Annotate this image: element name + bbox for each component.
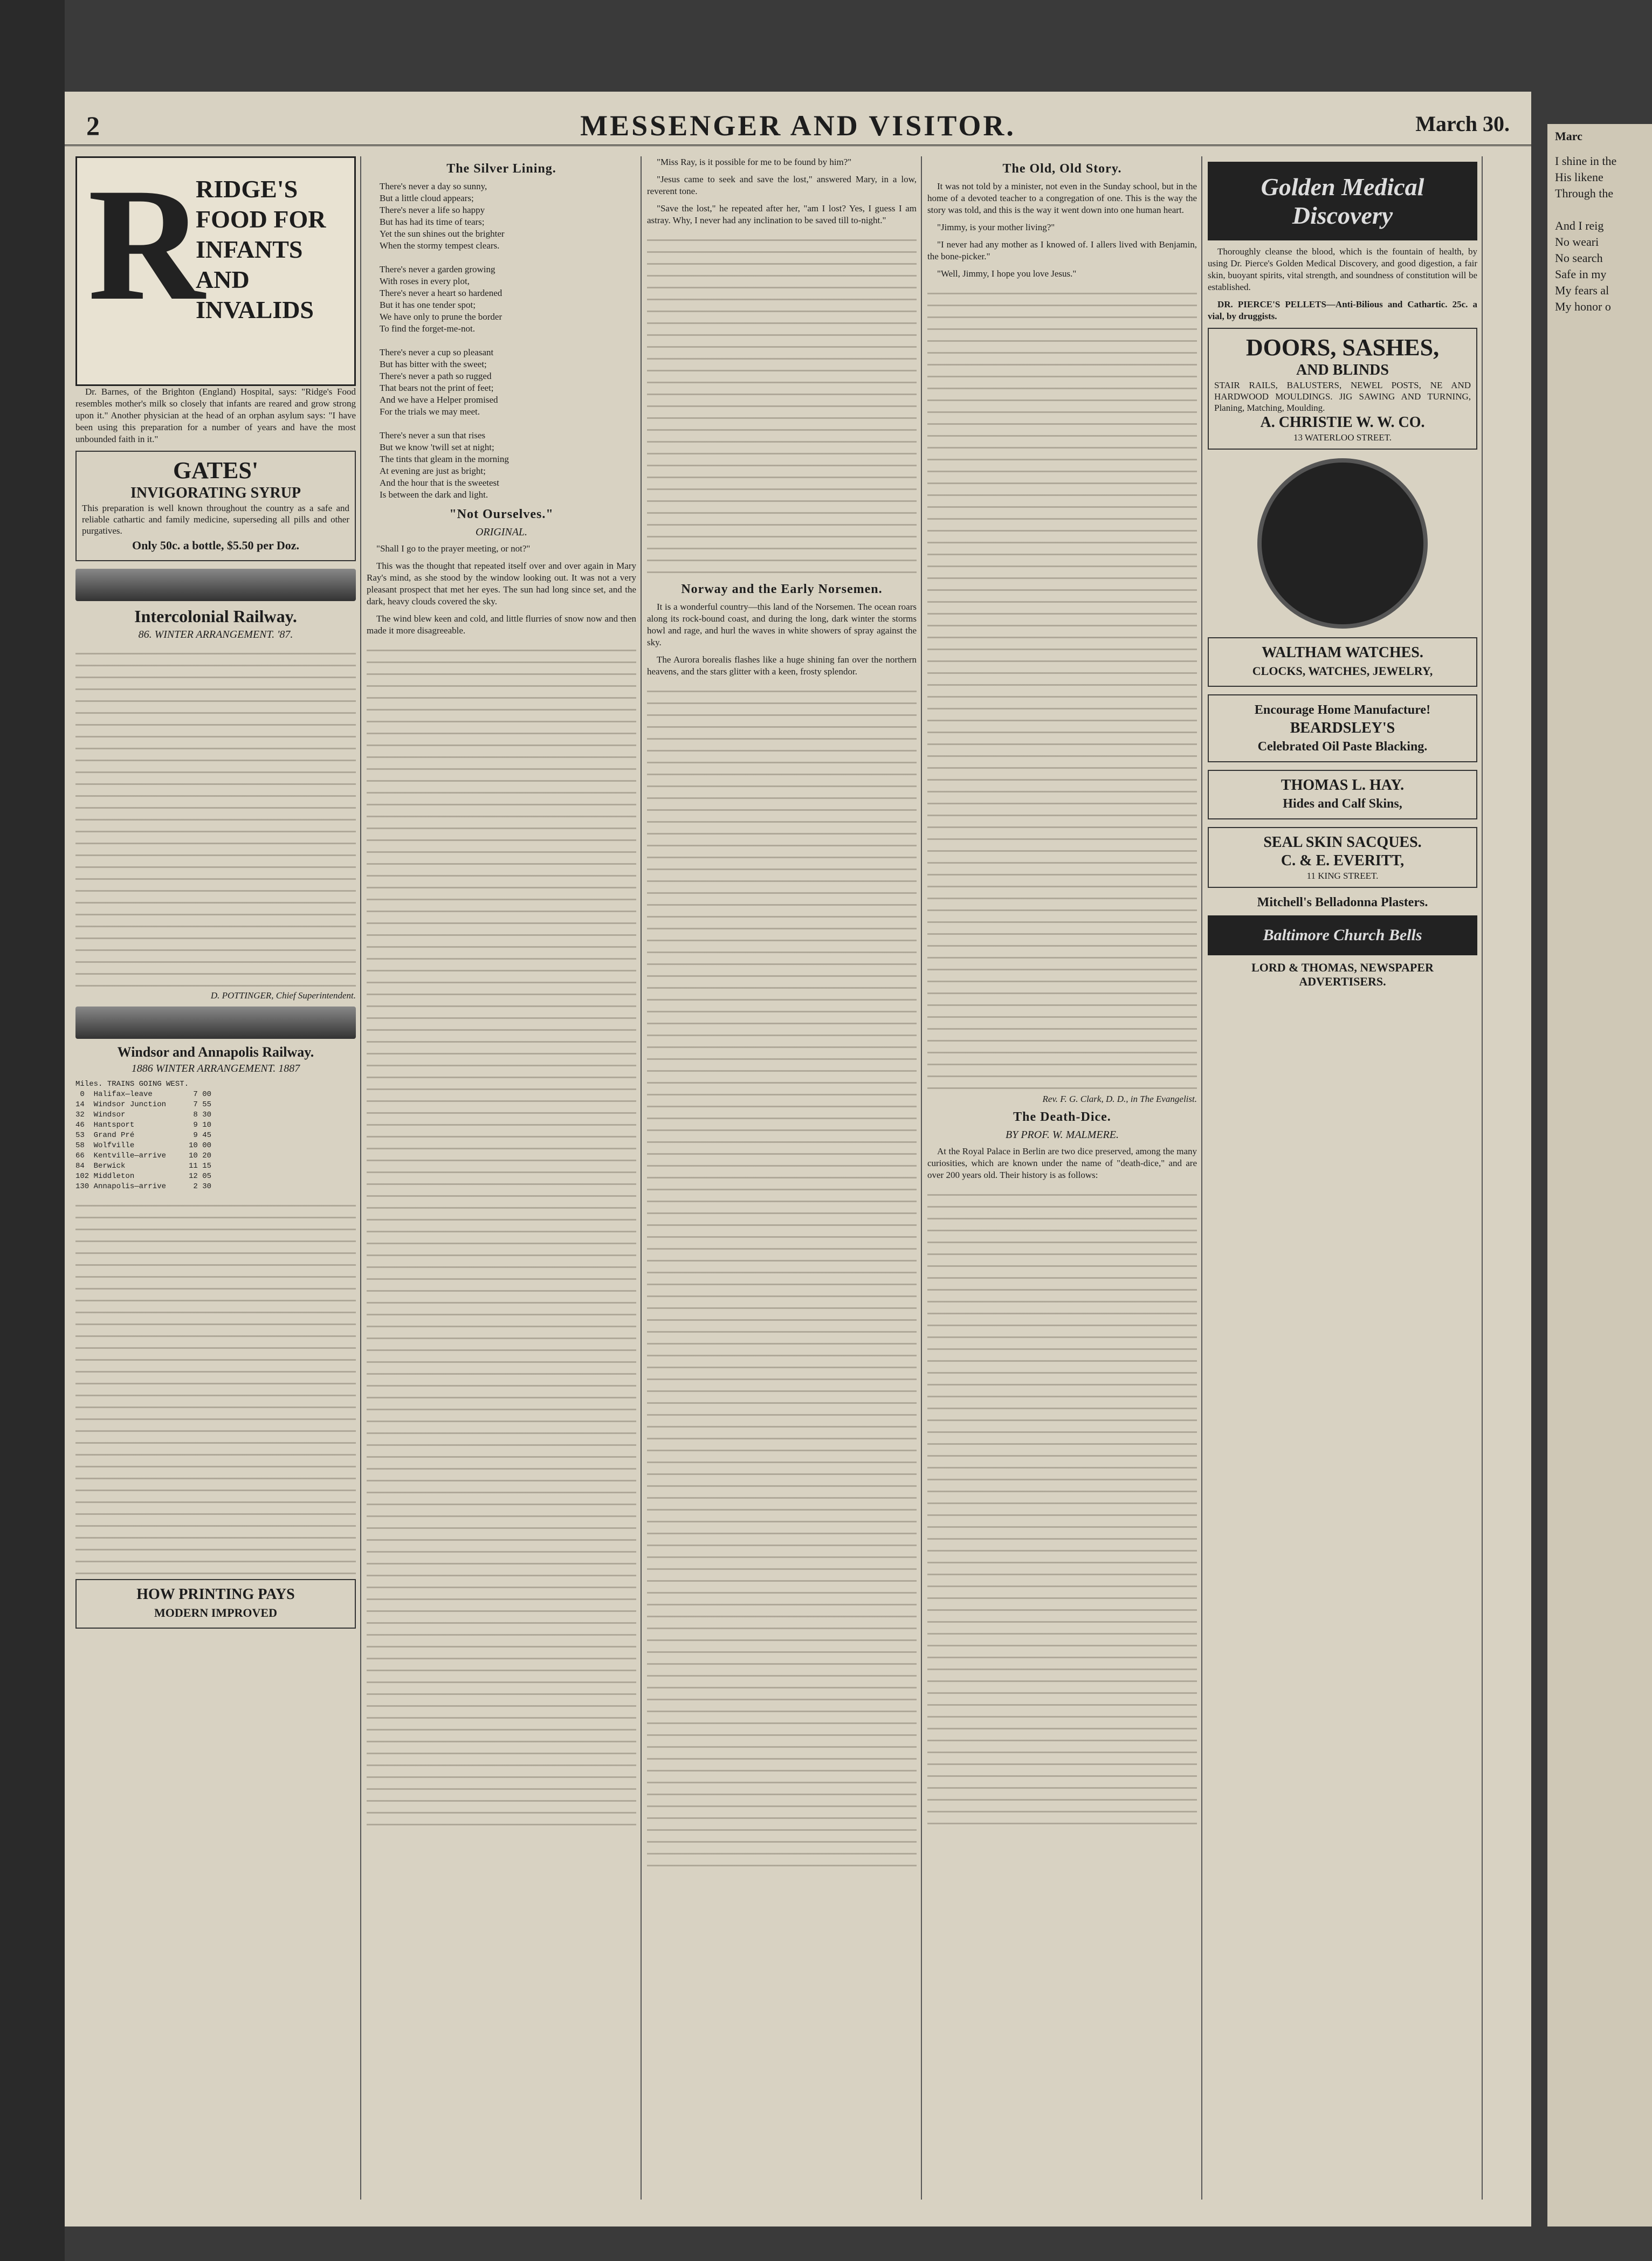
gates-subtitle: INVIGORATING SYRUP xyxy=(130,485,301,501)
ridge-logo-letter: R xyxy=(88,156,205,334)
golden-medical-ad xyxy=(1208,162,1477,240)
ridges-food-ad xyxy=(75,156,356,386)
page-right-margin xyxy=(1488,156,1531,2200)
windsor-arrangement: 1886 WINTER ARRANGEMENT. 1887 xyxy=(131,1063,300,1074)
story-paragraph: This was the thought that repeated itself over and over again in Mary Ray's mind, as she stood by the window looking out. It was not a very pleasant prospect that met her eyes. The sun had long since set, and the dark, heavy clouds covered the sky. xyxy=(367,561,636,606)
old-story-paragraph: It was not told by a minister, not even in the Sunday school, but in the home of a devoted teacher to a congregation of one. This is the way the story was told, and this is the way it went down into one human heart. xyxy=(927,181,1197,215)
blacking-title: Celebrated Oil Paste Blacking. xyxy=(1257,740,1428,754)
baltimore-title: Baltimore Church Bells xyxy=(1263,926,1422,944)
train-illustration xyxy=(75,1007,356,1039)
article-text-block xyxy=(927,285,1197,1094)
hay-ad xyxy=(1208,770,1477,819)
column-rule xyxy=(1201,156,1202,2200)
beardsley-name: BEARDSLEY'S xyxy=(1290,720,1395,736)
ridge-ad-text: Dr. Barnes, of the Brighton (England) Hospital, says: "Ridge's Food resembles mother's milk so closely that infants are reared and grow strong upon it." Another physician at the head of an orphan asylum says: "I have been using this preparation for a number of years and have the most unbounded faith in it." xyxy=(75,387,356,444)
encourage-title: Encourage Home Manufacture! xyxy=(1254,703,1431,717)
article-text-block xyxy=(367,642,636,1828)
doors-subtitle: AND BLINDS xyxy=(1296,362,1389,378)
clocks-line: CLOCKS, WATCHES, JEWELRY, xyxy=(1252,664,1433,678)
column-story-norway xyxy=(647,156,917,2200)
column-old-story xyxy=(927,156,1197,2200)
doors-ad xyxy=(1208,328,1477,450)
baltimore-bells-ad xyxy=(1208,915,1477,955)
story-paragraph: "Save the lost," he repeated after her, "am I lost? Yes, I guess I am astray. Why, I never had any inclination to be saved till to-night." xyxy=(647,203,917,225)
mitchell-title: Mitchell's Belladonna Plasters. xyxy=(1257,895,1428,909)
column-rule xyxy=(360,156,361,2200)
poem-text: There's never a day so sunny, But a little cloud appears; There's never a life so happy But has had its time of tears; Yet the sun shines out the brighter When the stormy tempest clears. There's never a garden growing With roses in every plot, There's never a heart so hardened But it has one tender spot; We have only to prune the border To find the forget-me-not. There's never a cup so pleasant But has bitter with the sweet; There's never a path so rugged That bears not the print of feet; And we have a Helper promised For the trials we may meet. There's never a sun that rises But we know 'twill set at night; The tints that gleam in the morning At evening are just as bright; And the hour that is the sweetest Is between the dark and light. xyxy=(380,181,509,500)
everitt-address: 11 KING STREET. xyxy=(1306,871,1379,881)
windsor-timetable: Miles. TRAINS GOING WEST. 0 Halifax—leave 7 00 14 Windsor Junction 7 55 32 Windsor 8 30 46 Hantsport 9 10 53 Grand Pré 9 45 58 Wolfville 10 00 66 Kentville—arrive 10 20 84 Berwick 11 15 102 Middleton 12 05 130 Annapolis—arrive 2 30 xyxy=(75,1080,212,1191)
column-advertisements-right xyxy=(1208,156,1477,2200)
gates-price: Only 50c. a bottle, $5.50 per Doz. xyxy=(132,539,299,552)
ridge-ad-title: RIDGE'S FOOD FOR INFANTS AND INVALIDS xyxy=(196,175,326,323)
old-story-signature: Rev. F. G. Clark, D. D., in The Evangelist. xyxy=(1042,1094,1197,1104)
column-rule xyxy=(641,156,642,2200)
intercolonial-arrangement: 86. WINTER ARRANGEMENT. '87. xyxy=(138,629,293,640)
adjacent-page-text: I shine in the His likene Through the And I reig No weari No search Safe in my My fears al My honor o xyxy=(1555,154,1617,313)
death-dice-title: The Death-Dice. xyxy=(1013,1110,1111,1124)
old-story-paragraph: "Well, Jimmy, I hope you love Jesus." xyxy=(937,268,1077,279)
intercolonial-signature: D. POTTINGER, Chief Superintendent. xyxy=(210,990,356,1001)
train-illustration xyxy=(75,569,356,601)
pierce-pellets-text: DR. PIERCE'S PELLETS—Anti-Bilious and Cathartic. 25c. a vial, by druggists. xyxy=(1208,299,1477,321)
golden-medical-text: Thoroughly cleanse the blood, which is the fountain of health, by using Dr. Pierce's Golden Medical Discovery, and good digestion, a fair skin, buoyant spirits, vital strength, and soundness of constitution will be established. xyxy=(1208,246,1477,292)
story-paragraph: The wind blew keen and cold, and little flurries of snow now and then made it more disagreeable. xyxy=(367,613,636,636)
gates-title: GATES' xyxy=(173,457,259,484)
doors-title: DOORS, SASHES, xyxy=(1245,334,1440,361)
newspaper-page xyxy=(65,92,1531,2226)
printing-title: HOW PRINTING PAYS xyxy=(136,1586,295,1603)
printing-sub: MODERN IMPROVED xyxy=(154,1606,277,1619)
adjacent-page-header: Marc xyxy=(1555,129,1582,143)
waltham-ad xyxy=(1208,637,1477,687)
gates-text: This preparation is well known throughout the country as a safe and reliable cathartic and family medicine, superseding all pills and other purgatives. xyxy=(82,503,349,536)
timetable-text-block xyxy=(75,645,356,990)
issue-date: March 30. xyxy=(1415,112,1510,136)
sealskin-ad xyxy=(1208,827,1477,888)
doors-text: STAIR RAILS, BALUSTERS, NEWEL POSTS, NE AND HARDWOOD MOULDINGS. JIG SAWING AND TURNING, Planing, Matching, Moulding. xyxy=(1214,380,1471,413)
timetable-text-block xyxy=(75,1197,356,1575)
christie-name: A. CHRISTIE W. W. CO. xyxy=(1260,414,1425,431)
column-rule xyxy=(1482,156,1483,2200)
lord-thomas-title: LORD & THOMAS, NEWSPAPER ADVERTISERS. xyxy=(1251,961,1434,988)
norway-title: Norway and the Early Norsemen. xyxy=(681,582,883,596)
poem-title: The Silver Lining. xyxy=(446,162,556,176)
column-advertisements-left xyxy=(75,156,356,2200)
sealskin-title: SEAL SKIN SACQUES. xyxy=(1263,834,1422,851)
masthead xyxy=(65,107,1531,146)
article-text-block xyxy=(927,1187,1197,1833)
beardsley-ad xyxy=(1208,694,1477,762)
column-poem-story xyxy=(367,156,636,2200)
hay-name: THOMAS L. HAY. xyxy=(1281,777,1405,794)
column-rule xyxy=(921,156,922,2200)
waltham-title: WALTHAM WATCHES. xyxy=(1262,644,1423,661)
story-subtitle: ORIGINAL. xyxy=(475,526,528,538)
windsor-title: Windsor and Annapolis Railway. xyxy=(117,1044,314,1060)
norway-paragraph: The Aurora borealis flashes like a huge shining fan over the northern heavens, and the stars glitter with a keen, frosty splendor. xyxy=(647,654,917,677)
gates-syrup-ad xyxy=(75,451,356,561)
printing-ad xyxy=(75,1579,356,1629)
adjacent-page-edge xyxy=(1547,124,1652,2226)
article-text-block xyxy=(647,683,917,1869)
scan-margin xyxy=(0,0,65,2261)
old-story-paragraph: "Jimmy, is your mother living?" xyxy=(937,222,1055,232)
golden-medical-title: Golden Medical Discovery xyxy=(1261,173,1424,229)
story-paragraph: "Shall I go to the prayer meeting, or not?" xyxy=(376,543,531,554)
death-dice-paragraph: At the Royal Palace in Berlin are two dice preserved, among the many curiosities, which are known under the name of "death-dice," and are over 200 years old. Their history is as follows: xyxy=(927,1146,1197,1180)
intercolonial-title: Intercolonial Railway. xyxy=(134,606,297,626)
newspaper-title: MESSENGER AND VISITOR. xyxy=(580,109,1016,142)
christie-address: 13 WATERLOO STREET. xyxy=(1293,432,1392,443)
story-title: "Not Ourselves." xyxy=(449,507,554,521)
old-story-paragraph: "I never had any mother as I knowed of. I allers lived with Benjamin, the bone-picker." xyxy=(927,239,1197,261)
page-number: 2 xyxy=(86,111,100,141)
watch-illustration xyxy=(1257,458,1428,629)
story-paragraph: "Jesus came to seek and save the lost," answered Mary, in a low, reverent tone. xyxy=(647,174,917,196)
story-paragraph: "Miss Ray, is it possible for me to be found by him?" xyxy=(657,157,852,167)
everitt-name: C. & E. EVERITT, xyxy=(1281,852,1405,869)
hides-title: Hides and Calf Skins, xyxy=(1283,797,1402,811)
article-text-block xyxy=(647,232,917,577)
old-story-title: The Old, Old Story. xyxy=(1002,162,1122,176)
death-dice-byline: BY PROF. W. MALMERE. xyxy=(1006,1129,1119,1141)
norway-paragraph: It is a wonderful country—this land of the Norsemen. The ocean roars along its rock-bound coast, and during the long, dark winter the storms howl and rage, and hurl the waves in white showers of spray against the sky. xyxy=(647,602,917,647)
